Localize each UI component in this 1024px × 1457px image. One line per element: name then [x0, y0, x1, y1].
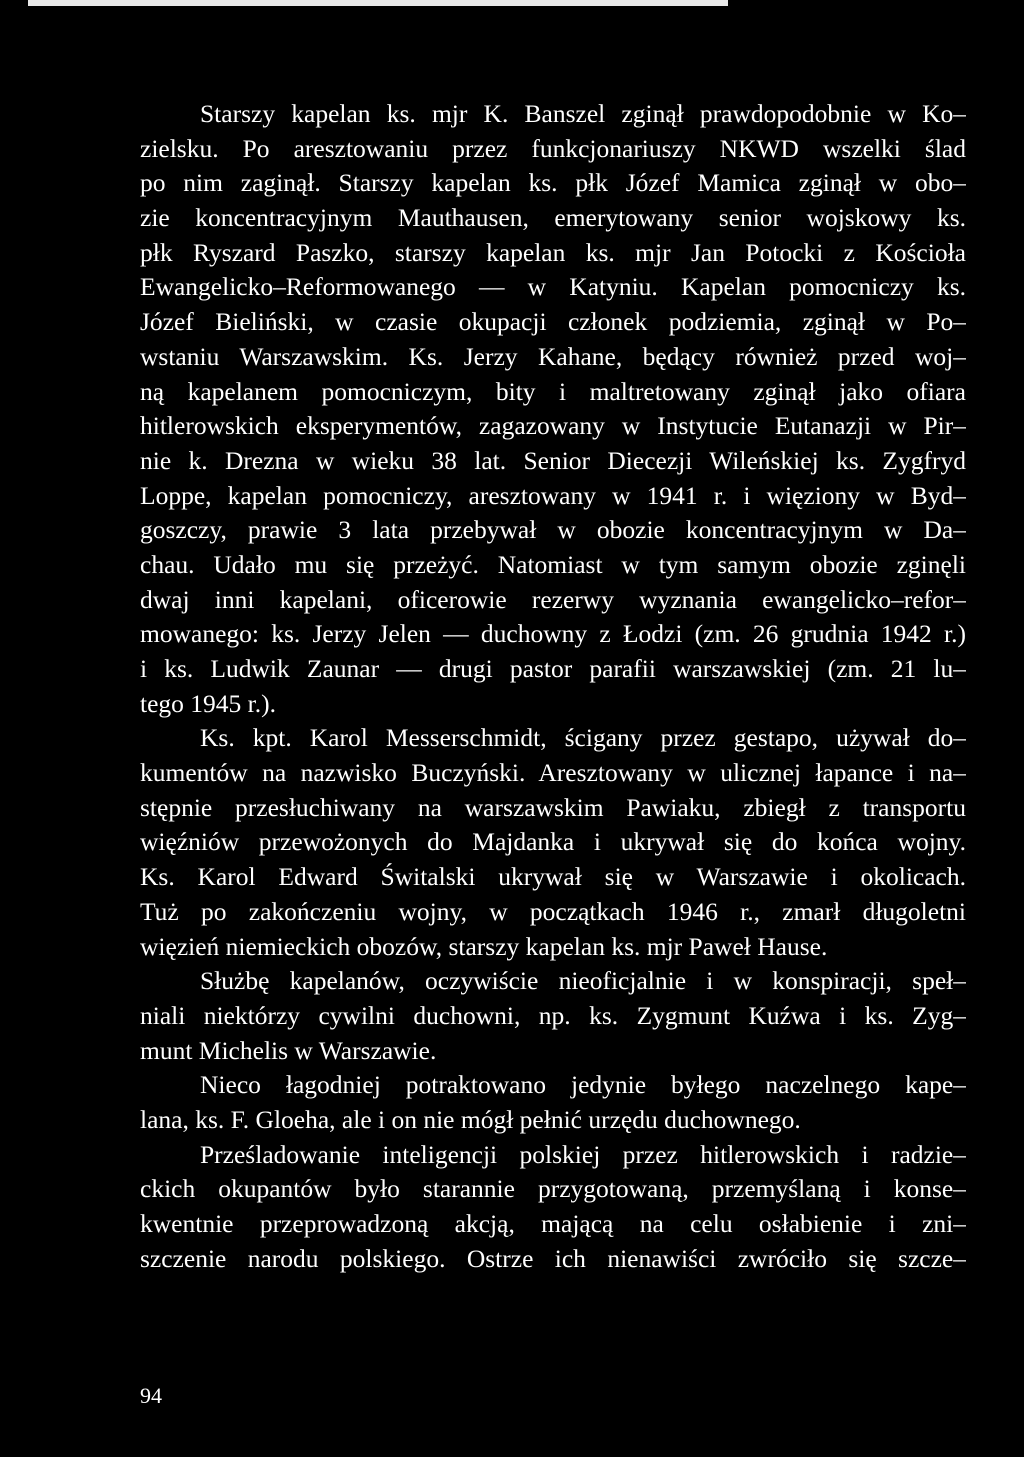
text-line: Tuż po zakończeniu wojny, w początkach 1946 r., zmarł długoletni — [140, 896, 966, 926]
text-line: ną kapelanem pomocniczym, bity i maltretowany zginął jako ofiara — [140, 376, 966, 406]
text-line: płk Ryszard Paszko, starszy kapelan ks. mjr Jan Potocki z Kościoła — [140, 237, 966, 267]
text-line: Starszy kapelan ks. mjr K. Banszel zginął prawdopodobnie w Ko– — [200, 99, 966, 128]
text-line: i ks. Ludwik Zaunar — drugi pastor parafii warszawskiej (zm. 21 lu– — [140, 654, 966, 683]
text-line: niali niektórzy cywilni duchowni, np. ks. Zygmunt Kuźwa i ks. Zyg– — [140, 1000, 966, 1030]
text-line: ckich okupantów było starannie przygotowaną, przemyślaną i konse– — [140, 1174, 966, 1204]
text-line: wstaniu Warszawskim. Ks. Jerzy Kahane, będący również przed woj– — [140, 341, 966, 371]
text-line: Loppe, kapelan pomocniczy, aresztowany w 1941 r. i więziony w Byd– — [140, 480, 966, 510]
text-line: Ks. kpt. Karol Messerschmidt, ścigany przez gestapo, używał do– — [200, 723, 966, 753]
text-line: szczenie narodu polskiego. Ostrze ich nienawiści zwróciło się szcze– — [140, 1243, 966, 1273]
page-number: 94 — [140, 1383, 162, 1408]
text-line: Ewangelicko–Reformowanego — w Katyniu. Kapelan pomocniczy ks. — [140, 272, 966, 302]
text-line: nie k. Drezna w wieku 38 lat. Senior Diecezji Wileńskiej ks. Zygfryd — [140, 445, 966, 475]
text-line: zielsku. Po aresztowaniu przez funkcjonariuszy NKWD wszelki ślad — [140, 133, 966, 163]
text-line: chau. Udało mu się przeżyć. Natomiast w tym samym obozie zginęli — [140, 549, 966, 579]
scan-top-edge — [28, 0, 728, 6]
text-line: Służbę kapelanów, oczywiście nieoficjalnie i w konspiracji, speł– — [200, 966, 966, 996]
text-line: goszczy, prawie 3 lata przebywał w obozie koncentracyjnym w Da– — [140, 515, 966, 545]
text-line: Nieco łagodniej potraktowano jedynie byłego naczelnego kape– — [200, 1070, 966, 1100]
text-line: kumentów na nazwisko Buczyński. Aresztowany w ulicznej łapance i na– — [140, 758, 966, 788]
text-line: więzień niemieckich obozów, starszy kapelan ks. mjr Paweł Hause. — [140, 931, 828, 961]
text-line: stępnie przesłuchiwany na warszawskim Pawiaku, zbiegł z transportu — [140, 792, 966, 822]
page-body-text — [140, 97, 966, 1276]
text-line: hitlerowskich eksperymentów, zagazowany w Instytucie Eutanazji w Pir– — [140, 411, 966, 441]
text-line: zie koncentracyjnym Mauthausen, emerytowany senior wojskowy ks. — [140, 203, 966, 233]
text-line: munt Michelis w Warszawie. — [140, 1035, 437, 1065]
text-line: kwentnie przeprowadzoną akcją, mającą na celu osłabienie i zni– — [140, 1209, 966, 1238]
text-line: lana, ks. F. Gloeha, ale i on nie mógł pełnić urzędu duchownego. — [140, 1104, 801, 1134]
text-line: Prześladowanie inteligencji polskiej przez hitlerowskich i radzie– — [200, 1139, 966, 1169]
text-line: Ks. Karol Edward Świtalski ukrywał się w Warszawie i okolicach. — [140, 862, 966, 892]
text-line: więźniów przewożonych do Majdanka i ukrywał się do końca wojny. — [140, 827, 966, 857]
text-line: dwaj inni kapelani, oficerowie rezerwy wyznania ewangelicko–refor– — [140, 584, 966, 614]
text-line: tego 1945 r.). — [140, 688, 276, 718]
text-line: po nim zaginął. Starszy kapelan ks. płk Józef Mamica zginął w obo– — [140, 168, 966, 198]
text-line: mowanego: ks. Jerzy Jelen — duchowny z Łodzi (zm. 26 grudnia 1942 r.) — [140, 619, 966, 649]
text-line: Józef Bieliński, w czasie okupacji członek podziemia, zginął w Po– — [140, 307, 966, 337]
